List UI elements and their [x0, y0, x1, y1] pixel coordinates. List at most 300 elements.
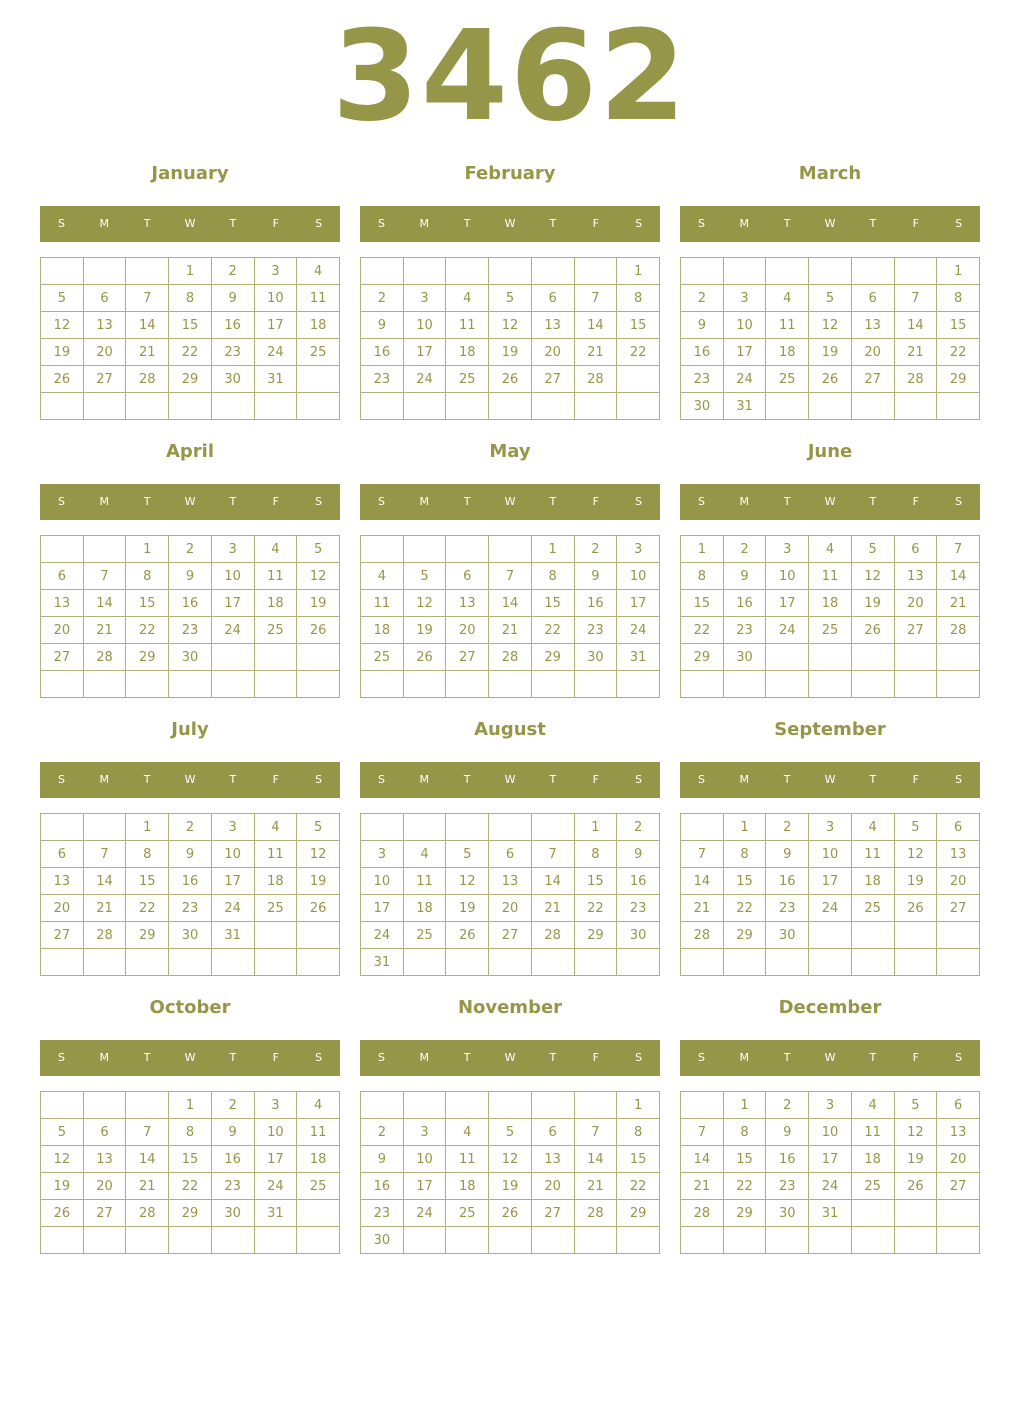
day-cell: 16: [169, 590, 212, 617]
weekday-label: T: [229, 1051, 237, 1064]
day-cell: 17: [211, 590, 254, 617]
day-cell: 12: [894, 1119, 937, 1146]
day-cell: 14: [681, 1146, 724, 1173]
day-cell: 17: [403, 1173, 446, 1200]
week-row: [681, 285, 980, 312]
weekday-label: S: [315, 217, 323, 230]
day-cell: 7: [126, 1119, 169, 1146]
weekday-label: T: [143, 217, 151, 230]
day-cell: 19: [41, 1173, 84, 1200]
weekday-label: T: [869, 495, 877, 508]
week-row: [681, 949, 980, 976]
week-row: [41, 868, 340, 895]
weekday-label: M: [739, 495, 750, 508]
day-cell: 7: [937, 536, 980, 563]
day-cell: 3: [766, 536, 809, 563]
weekday-header: [40, 762, 340, 798]
day-cell: 29: [126, 922, 169, 949]
empty-cell: [361, 671, 404, 698]
day-cell: 27: [41, 922, 84, 949]
weekday-label: T: [549, 495, 557, 508]
day-cell: 2: [681, 285, 724, 312]
day-cell: 3: [361, 841, 404, 868]
day-cell: 1: [937, 258, 980, 285]
weekday-header: [360, 1040, 660, 1076]
day-cell: 29: [169, 1200, 212, 1227]
day-cell: 13: [937, 841, 980, 868]
day-cell: 14: [126, 1146, 169, 1173]
day-cell: 10: [809, 1119, 852, 1146]
weekday-label: S: [697, 217, 705, 230]
day-cell: 22: [169, 1173, 212, 1200]
empty-cell: [681, 814, 724, 841]
empty-cell: [574, 1227, 617, 1254]
day-cell: 18: [403, 895, 446, 922]
day-cell: 1: [169, 258, 212, 285]
day-cell: 10: [766, 563, 809, 590]
day-cell: 14: [126, 312, 169, 339]
weekday-label: T: [143, 773, 151, 786]
day-cell: 9: [681, 312, 724, 339]
weekday-label: S: [377, 217, 385, 230]
day-cell: 7: [126, 285, 169, 312]
day-cell: 26: [894, 895, 937, 922]
day-cell: 12: [894, 841, 937, 868]
day-cell: 14: [937, 563, 980, 590]
empty-cell: [211, 644, 254, 671]
day-cell: 18: [254, 868, 297, 895]
empty-cell: [617, 671, 660, 698]
weekday-label: M: [419, 217, 430, 230]
day-cell: 8: [937, 285, 980, 312]
week-row: [361, 393, 660, 420]
day-cell: 3: [617, 536, 660, 563]
empty-cell: [297, 644, 340, 671]
empty-cell: [126, 949, 169, 976]
day-cell: 9: [574, 563, 617, 590]
day-cell: 16: [723, 590, 766, 617]
day-cell: 6: [83, 285, 126, 312]
empty-cell: [809, 393, 852, 420]
empty-cell: [446, 258, 489, 285]
day-cell: 3: [211, 814, 254, 841]
week-row: [361, 1146, 660, 1173]
day-cell: 2: [766, 814, 809, 841]
day-cell: 10: [254, 285, 297, 312]
day-cell: 16: [169, 868, 212, 895]
day-cell: 22: [681, 617, 724, 644]
week-row: [361, 617, 660, 644]
day-cell: 27: [83, 1200, 126, 1227]
empty-cell: [83, 536, 126, 563]
day-cell: 16: [766, 868, 809, 895]
day-grid: [40, 813, 340, 976]
day-cell: 4: [851, 1092, 894, 1119]
day-cell: 26: [894, 1173, 937, 1200]
week-row: [41, 617, 340, 644]
day-cell: 19: [851, 590, 894, 617]
empty-cell: [403, 671, 446, 698]
empty-cell: [766, 393, 809, 420]
day-cell: 29: [937, 366, 980, 393]
day-cell: 19: [894, 1146, 937, 1173]
day-cell: 20: [851, 339, 894, 366]
empty-cell: [297, 1227, 340, 1254]
day-cell: 9: [361, 312, 404, 339]
weekday-label: M: [419, 1051, 430, 1064]
empty-cell: [489, 393, 532, 420]
week-row: [41, 312, 340, 339]
day-cell: 28: [531, 922, 574, 949]
empty-cell: [766, 1227, 809, 1254]
empty-cell: [574, 393, 617, 420]
day-cell: 20: [531, 1173, 574, 1200]
weekday-label: M: [99, 1051, 110, 1064]
day-cell: 17: [254, 1146, 297, 1173]
day-cell: 1: [617, 1092, 660, 1119]
day-cell: 24: [254, 1173, 297, 1200]
week-row: [41, 590, 340, 617]
day-cell: 27: [531, 366, 574, 393]
weekday-label: S: [57, 1051, 65, 1064]
day-cell: 25: [446, 366, 489, 393]
empty-cell: [403, 814, 446, 841]
day-cell: 20: [531, 339, 574, 366]
weekday-label: T: [143, 495, 151, 508]
empty-cell: [41, 536, 84, 563]
empty-cell: [403, 949, 446, 976]
day-cell: 13: [83, 312, 126, 339]
empty-cell: [126, 1227, 169, 1254]
weekday-label: W: [504, 495, 516, 508]
week-row: [41, 895, 340, 922]
day-cell: 15: [617, 1146, 660, 1173]
day-cell: 6: [531, 1119, 574, 1146]
empty-cell: [403, 393, 446, 420]
day-cell: 15: [169, 312, 212, 339]
day-cell: 23: [211, 1173, 254, 1200]
weekday-label: W: [504, 773, 516, 786]
empty-cell: [126, 1092, 169, 1119]
empty-cell: [83, 258, 126, 285]
day-cell: 10: [617, 563, 660, 590]
day-cell: 1: [169, 1092, 212, 1119]
empty-cell: [531, 1227, 574, 1254]
day-cell: 26: [403, 644, 446, 671]
week-row: [41, 671, 340, 698]
empty-cell: [851, 949, 894, 976]
day-cell: 22: [574, 895, 617, 922]
day-cell: 21: [681, 895, 724, 922]
day-cell: 27: [41, 644, 84, 671]
empty-cell: [531, 671, 574, 698]
weekday-label: T: [783, 495, 791, 508]
empty-cell: [361, 536, 404, 563]
weekday-label: M: [99, 773, 110, 786]
weekday-label: W: [824, 217, 836, 230]
day-cell: 22: [169, 339, 212, 366]
day-cell: 9: [211, 1119, 254, 1146]
day-cell: 27: [446, 644, 489, 671]
day-cell: 6: [41, 841, 84, 868]
empty-cell: [809, 258, 852, 285]
day-cell: 13: [83, 1146, 126, 1173]
day-cell: 12: [446, 868, 489, 895]
day-cell: 26: [851, 617, 894, 644]
empty-cell: [681, 671, 724, 698]
day-cell: 18: [851, 868, 894, 895]
weekday-label: M: [419, 495, 430, 508]
day-cell: 9: [766, 841, 809, 868]
day-cell: 17: [403, 339, 446, 366]
day-cell: 11: [361, 590, 404, 617]
day-cell: 15: [126, 868, 169, 895]
day-cell: 9: [361, 1146, 404, 1173]
day-cell: 22: [531, 617, 574, 644]
weekday-label: T: [869, 217, 877, 230]
week-row: [681, 1119, 980, 1146]
weekday-header: [680, 484, 980, 520]
empty-cell: [937, 922, 980, 949]
day-grid: [680, 535, 980, 698]
weekday-label: S: [955, 217, 963, 230]
day-cell: 9: [169, 563, 212, 590]
day-cell: 21: [83, 617, 126, 644]
week-row: [41, 1173, 340, 1200]
day-cell: 21: [937, 590, 980, 617]
week-row: [41, 563, 340, 590]
day-cell: 13: [41, 590, 84, 617]
weekday-label: S: [635, 1051, 643, 1064]
weekday-label: T: [549, 773, 557, 786]
day-cell: 22: [617, 339, 660, 366]
day-cell: 12: [41, 1146, 84, 1173]
month-name: October: [149, 997, 231, 1018]
day-cell: 30: [211, 1200, 254, 1227]
day-cell: 19: [297, 590, 340, 617]
empty-cell: [169, 393, 212, 420]
day-cell: 7: [681, 841, 724, 868]
day-cell: 4: [361, 563, 404, 590]
week-row: [681, 644, 980, 671]
empty-cell: [617, 949, 660, 976]
day-cell: 8: [169, 285, 212, 312]
day-cell: 13: [489, 868, 532, 895]
empty-cell: [403, 536, 446, 563]
day-cell: 30: [723, 644, 766, 671]
day-cell: 15: [169, 1146, 212, 1173]
day-cell: 6: [851, 285, 894, 312]
day-cell: 27: [489, 922, 532, 949]
day-cell: 9: [169, 841, 212, 868]
week-row: [361, 922, 660, 949]
month-name: September: [774, 719, 886, 740]
empty-cell: [766, 258, 809, 285]
day-cell: 16: [361, 339, 404, 366]
day-cell: 18: [766, 339, 809, 366]
day-cell: 3: [254, 258, 297, 285]
day-cell: 26: [41, 366, 84, 393]
day-cell: 25: [766, 366, 809, 393]
empty-cell: [489, 258, 532, 285]
day-cell: 23: [169, 895, 212, 922]
day-cell: 11: [446, 1146, 489, 1173]
empty-cell: [41, 1227, 84, 1254]
week-row: [681, 868, 980, 895]
day-cell: 13: [531, 312, 574, 339]
empty-cell: [297, 393, 340, 420]
empty-cell: [169, 671, 212, 698]
weekday-label: S: [635, 773, 643, 786]
day-cell: 19: [41, 339, 84, 366]
day-cell: 14: [574, 312, 617, 339]
day-cell: 29: [169, 366, 212, 393]
day-cell: 28: [489, 644, 532, 671]
empty-cell: [894, 258, 937, 285]
day-cell: 30: [574, 644, 617, 671]
day-grid: [40, 257, 340, 420]
weekday-label: F: [912, 773, 919, 786]
empty-cell: [574, 1092, 617, 1119]
day-cell: 30: [681, 393, 724, 420]
weekday-label: S: [57, 217, 65, 230]
day-cell: 7: [681, 1119, 724, 1146]
day-cell: 26: [809, 366, 852, 393]
day-cell: 9: [723, 563, 766, 590]
day-cell: 8: [723, 1119, 766, 1146]
weekday-label: T: [463, 1051, 471, 1064]
day-cell: 10: [403, 1146, 446, 1173]
weekday-label: T: [783, 1051, 791, 1064]
day-cell: 25: [446, 1200, 489, 1227]
day-cell: 24: [403, 1200, 446, 1227]
day-cell: 18: [446, 339, 489, 366]
weekday-label: T: [869, 1051, 877, 1064]
day-grid: [680, 257, 980, 420]
day-cell: 21: [489, 617, 532, 644]
day-cell: 20: [937, 868, 980, 895]
week-row: [41, 393, 340, 420]
weekday-header: [40, 484, 340, 520]
day-cell: 30: [617, 922, 660, 949]
weekday-label: S: [955, 495, 963, 508]
empty-cell: [83, 949, 126, 976]
day-cell: 17: [809, 868, 852, 895]
day-cell: 8: [126, 841, 169, 868]
week-row: [681, 536, 980, 563]
day-cell: 16: [361, 1173, 404, 1200]
empty-cell: [254, 671, 297, 698]
empty-cell: [169, 1227, 212, 1254]
weekday-label: W: [824, 773, 836, 786]
weekday-label: S: [57, 495, 65, 508]
day-cell: 10: [403, 312, 446, 339]
weekday-header: [360, 762, 660, 798]
day-grid: [40, 535, 340, 698]
month-name: August: [474, 719, 546, 740]
empty-cell: [126, 258, 169, 285]
day-cell: 19: [894, 868, 937, 895]
weekday-label: F: [912, 495, 919, 508]
day-cell: 5: [894, 1092, 937, 1119]
weekday-label: W: [824, 495, 836, 508]
day-cell: 28: [574, 366, 617, 393]
empty-cell: [894, 922, 937, 949]
day-cell: 6: [937, 814, 980, 841]
empty-cell: [254, 922, 297, 949]
week-row: [681, 922, 980, 949]
empty-cell: [254, 1227, 297, 1254]
day-cell: 16: [211, 1146, 254, 1173]
week-row: [681, 258, 980, 285]
day-cell: 19: [297, 868, 340, 895]
empty-cell: [211, 1227, 254, 1254]
empty-cell: [574, 671, 617, 698]
empty-cell: [297, 949, 340, 976]
week-row: [681, 312, 980, 339]
empty-cell: [254, 393, 297, 420]
empty-cell: [531, 393, 574, 420]
weekday-label: M: [739, 217, 750, 230]
week-row: [681, 1146, 980, 1173]
day-cell: 30: [169, 644, 212, 671]
day-cell: 17: [766, 590, 809, 617]
day-cell: 2: [169, 814, 212, 841]
day-cell: 14: [83, 590, 126, 617]
day-cell: 2: [766, 1092, 809, 1119]
week-row: [361, 1119, 660, 1146]
weekday-label: S: [955, 773, 963, 786]
day-cell: 9: [617, 841, 660, 868]
week-row: [361, 671, 660, 698]
day-cell: 8: [617, 1119, 660, 1146]
day-cell: 8: [723, 841, 766, 868]
week-row: [681, 1200, 980, 1227]
day-cell: 18: [254, 590, 297, 617]
day-cell: 11: [254, 563, 297, 590]
day-cell: 5: [446, 841, 489, 868]
day-cell: 7: [574, 285, 617, 312]
month-name: February: [464, 163, 556, 184]
day-cell: 21: [894, 339, 937, 366]
week-row: [41, 1092, 340, 1119]
week-row: [41, 258, 340, 285]
day-cell: 2: [361, 1119, 404, 1146]
weekday-label: W: [184, 773, 196, 786]
day-cell: 28: [83, 922, 126, 949]
day-cell: 16: [617, 868, 660, 895]
day-cell: 11: [446, 312, 489, 339]
weekday-label: W: [824, 1051, 836, 1064]
day-cell: 23: [617, 895, 660, 922]
day-cell: 19: [446, 895, 489, 922]
day-cell: 16: [574, 590, 617, 617]
day-cell: 24: [254, 339, 297, 366]
weekday-label: M: [419, 773, 430, 786]
day-cell: 18: [361, 617, 404, 644]
weekday-label: W: [504, 217, 516, 230]
day-cell: 20: [41, 617, 84, 644]
empty-cell: [361, 1092, 404, 1119]
week-row: [41, 1146, 340, 1173]
day-cell: 5: [41, 285, 84, 312]
empty-cell: [489, 814, 532, 841]
weekday-label: T: [783, 773, 791, 786]
week-row: [41, 285, 340, 312]
day-cell: 12: [809, 312, 852, 339]
day-cell: 6: [83, 1119, 126, 1146]
empty-cell: [297, 671, 340, 698]
